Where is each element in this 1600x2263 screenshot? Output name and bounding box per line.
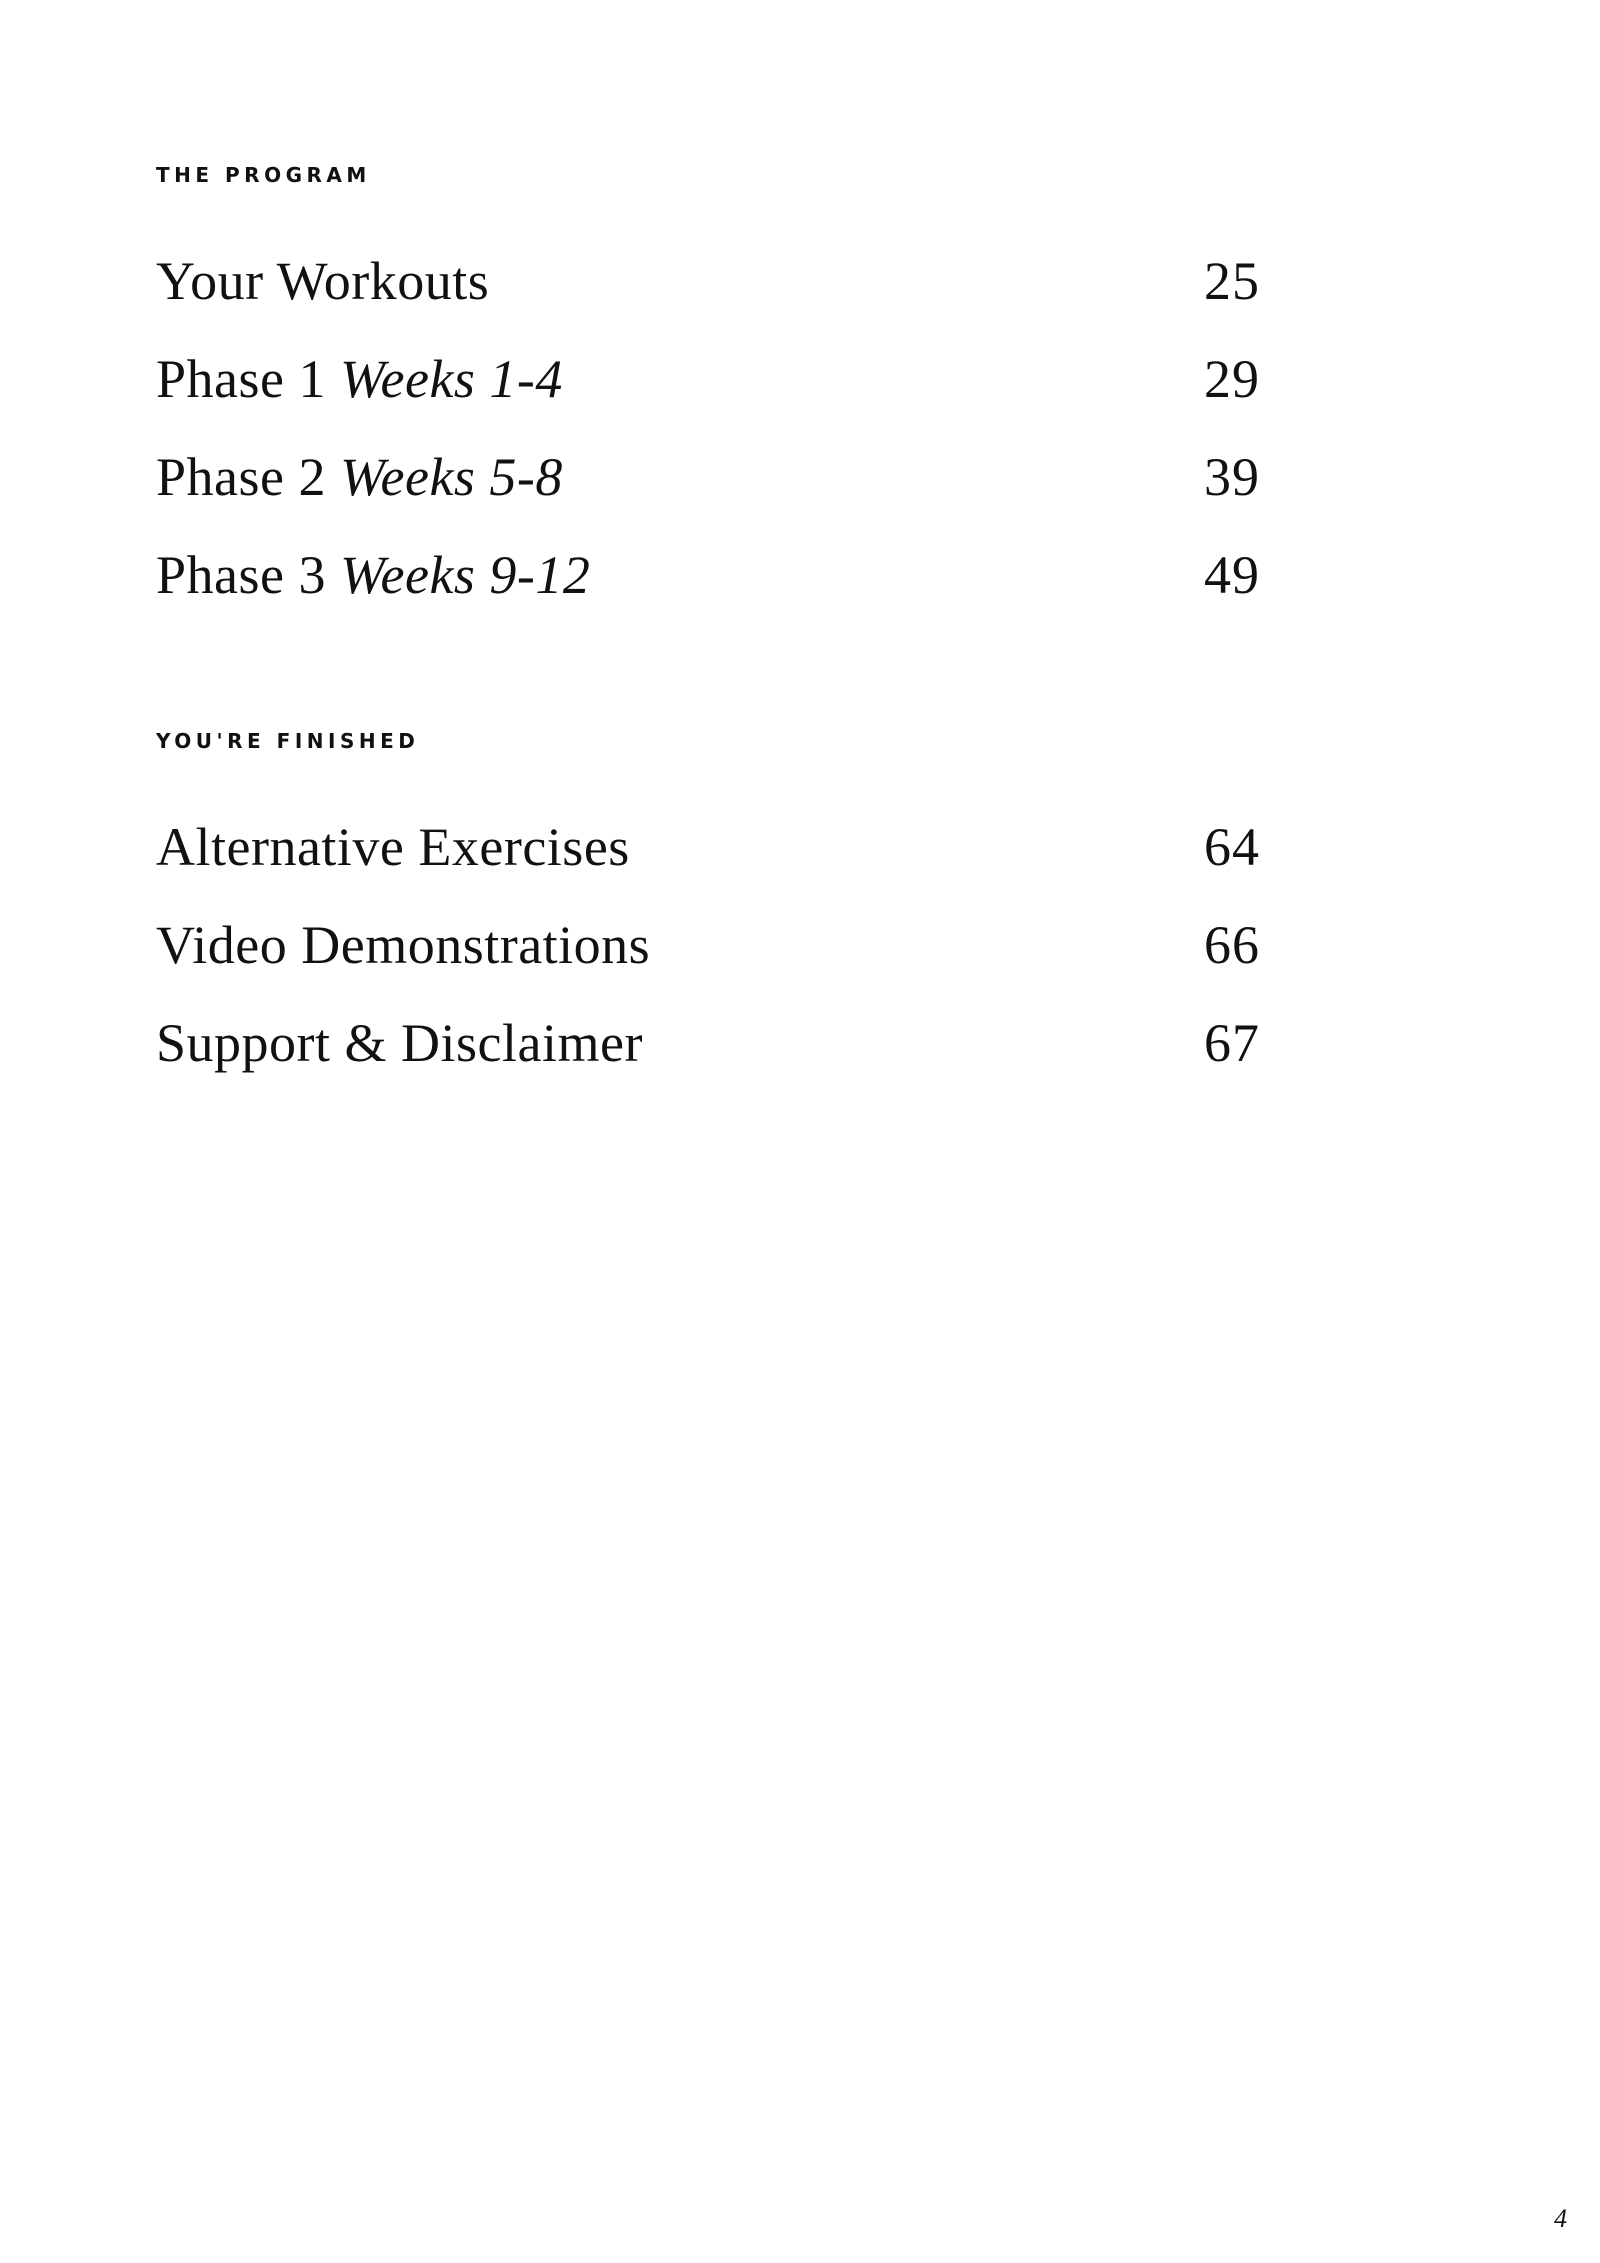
toc-entry-page: 66 xyxy=(1204,915,1260,975)
toc-entry[interactable] xyxy=(156,545,1260,605)
toc-entry-title: Phase 2 Weeks 5-8 xyxy=(156,447,563,507)
toc-entry-subtitle: Weeks 9-12 xyxy=(339,545,591,605)
toc-entry-page: 49 xyxy=(1204,545,1260,605)
toc-entry-subtitle: Weeks 5-8 xyxy=(339,447,563,507)
toc-entry[interactable] xyxy=(156,817,1260,877)
toc-entry-page: 64 xyxy=(1204,817,1260,877)
toc-entry-page: 67 xyxy=(1204,1013,1260,1073)
toc-entry-title: Your Workouts xyxy=(156,251,490,311)
toc-entry-page: 25 xyxy=(1204,251,1260,311)
toc-entry-page: 29 xyxy=(1204,349,1260,409)
section-heading-youre-finished: YOU'RE FINISHED xyxy=(156,729,420,753)
section-heading-the-program: THE PROGRAM xyxy=(156,163,371,187)
toc-entry-page: 39 xyxy=(1204,447,1260,507)
toc-entry-title: Phase 1 Weeks 1-4 xyxy=(156,349,563,409)
toc-entry[interactable] xyxy=(156,915,1260,975)
toc-entry[interactable] xyxy=(156,447,1260,507)
toc-entry[interactable] xyxy=(156,251,1260,311)
toc-entry-title: Phase 3 Weeks 9-12 xyxy=(156,545,591,605)
toc-entry[interactable] xyxy=(156,349,1260,409)
toc-entry-title: Support & Disclaimer xyxy=(156,1013,643,1073)
toc-entry-subtitle: Weeks 1-4 xyxy=(339,349,563,409)
page-number: 4 xyxy=(1554,2204,1567,2233)
toc-entry[interactable] xyxy=(156,1013,1260,1073)
toc-entry-title: Alternative Exercises xyxy=(156,817,630,877)
toc-entry-title: Video Demonstrations xyxy=(156,915,651,975)
